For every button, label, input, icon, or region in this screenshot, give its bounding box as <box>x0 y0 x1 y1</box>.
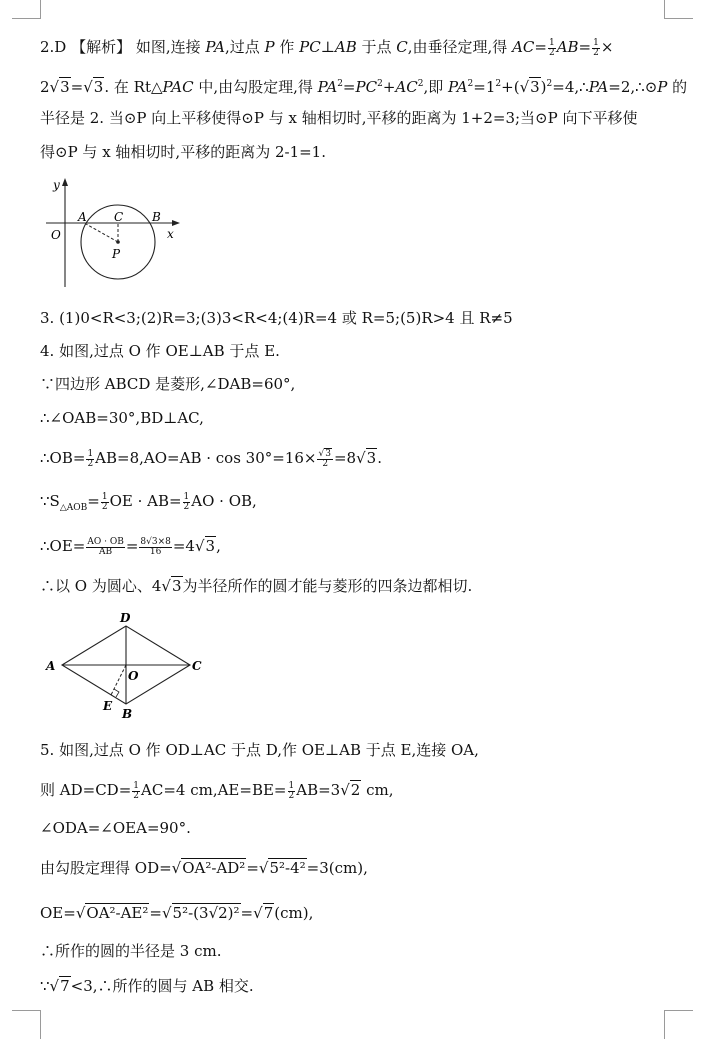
text: = <box>125 537 139 555</box>
radicand: 7 <box>60 977 70 995</box>
label-x: x <box>167 227 174 241</box>
radicand: 3 <box>171 577 182 595</box>
q4-line-1: 4. 如图,过点 O 作 OE⊥AB 于点 E. <box>40 342 280 360</box>
label: AB <box>556 38 579 56</box>
fraction-ao-ob-over-ab <box>86 538 124 557</box>
sqrt: √2 <box>340 781 361 799</box>
sqrt: √3 <box>194 537 216 555</box>
radicand: OA²-AD² <box>182 859 246 877</box>
text: 为半径所作的圆才能与菱形的四条边都相切. <box>182 577 473 595</box>
q4-line-5 <box>40 491 257 518</box>
text: ∴OB= <box>40 449 86 467</box>
exponent: 2 <box>546 79 553 89</box>
text: = <box>240 904 254 922</box>
q2-line-2 <box>40 74 687 97</box>
text: (cm), <box>274 904 314 922</box>
label: PA <box>317 78 338 96</box>
text: ∵S <box>40 492 60 510</box>
sqrt: √7 <box>253 904 274 922</box>
y-axis-arrow <box>62 178 68 186</box>
text: =2,∴⊙ <box>608 78 658 96</box>
text: 作 <box>274 38 300 56</box>
q4-line-6 <box>40 536 221 557</box>
q2-text: 2.D 【解析】 如图,连接 <box>40 38 206 56</box>
label: P <box>264 38 275 56</box>
text: 于点 <box>356 38 397 56</box>
text: ⊥ <box>320 38 335 56</box>
label-y: y <box>53 178 60 192</box>
text: ∴以 O 为圆心、4 <box>40 577 162 595</box>
fraction-half <box>548 39 556 58</box>
text: AC=4 cm,AE=BE= <box>141 781 287 799</box>
denominator: 2 <box>101 501 108 512</box>
sqrt: √3 <box>519 78 540 96</box>
sqrt: √3 <box>161 577 182 595</box>
fraction-half <box>288 782 296 801</box>
radicand: 3 <box>366 449 377 467</box>
label: C <box>396 38 408 56</box>
label-c: C <box>114 210 124 224</box>
numerator: 1 <box>183 491 190 502</box>
text: cm, <box>361 781 394 799</box>
q2-line-1 <box>40 37 613 58</box>
figure-circle-axes <box>38 175 188 293</box>
exponent: 2 <box>337 79 343 89</box>
crop-mark-top-right <box>664 0 693 19</box>
sqrt: √3 <box>83 78 104 96</box>
label: PA <box>205 38 225 56</box>
text: OE · AB= <box>109 492 182 510</box>
numerator: 1 <box>288 780 295 791</box>
point-p <box>116 240 120 244</box>
text: = <box>534 38 547 56</box>
text: ) <box>540 78 547 96</box>
sqrt: √5²-4² <box>258 859 306 877</box>
q5-line-5 <box>40 903 313 923</box>
q5-line-6: ∴所作的圆的半径是 3 cm. <box>40 942 222 960</box>
text: =1 <box>473 78 496 96</box>
label-o: O <box>128 669 139 683</box>
text: = <box>246 859 259 877</box>
label-d: D <box>120 611 131 625</box>
label-a: A <box>46 659 56 673</box>
text: , <box>216 537 221 555</box>
label-p: P <box>112 247 121 261</box>
q4-line-3: ∴∠OAB=30°,BD⊥AC, <box>40 409 204 427</box>
radicand: 7 <box>263 904 274 922</box>
crop-mark-bottom-right <box>664 1010 693 1039</box>
label-o: O <box>51 228 61 242</box>
text: 2 <box>40 78 50 96</box>
radicand: 3 <box>205 537 216 555</box>
text: ∵ <box>40 977 50 995</box>
text: = <box>342 78 356 96</box>
denominator: 2 <box>183 501 190 512</box>
segment-pa <box>86 224 118 242</box>
text: = <box>70 78 84 96</box>
text: AB=3 <box>296 781 341 799</box>
text: 中,由勾股定理,得 <box>193 78 318 96</box>
q5-line-2 <box>40 780 393 801</box>
text: ∴OE= <box>40 537 86 555</box>
sqrt: √3 <box>49 78 70 96</box>
numerator: AO · OB <box>87 536 124 547</box>
text: 则 AD=CD= <box>40 781 132 799</box>
label-a: A <box>78 210 87 224</box>
radicand: 3 <box>93 78 104 96</box>
text: +( <box>501 78 520 96</box>
text: = <box>149 904 162 922</box>
fraction-half <box>592 39 600 58</box>
sqrt: √OA²-AD² <box>171 859 246 877</box>
q5-line-3: ∠ODA=∠OEA=90°. <box>40 819 191 837</box>
numerator <box>317 450 332 460</box>
denominator: 2 <box>133 790 140 801</box>
denominator: 2 <box>548 47 555 58</box>
radicand: 5²-4² <box>269 859 306 877</box>
text: =3(cm), <box>306 859 368 877</box>
fraction-values <box>139 538 171 557</box>
denominator: 2 <box>322 458 329 469</box>
text: × <box>600 38 614 56</box>
text: ,即 <box>423 78 448 96</box>
text: AB=8,AO=AB · cos 30°=16× <box>95 449 317 467</box>
label: P <box>657 78 668 96</box>
radicand: 3 <box>325 448 331 459</box>
text: AO · OB, <box>191 492 257 510</box>
text: OE= <box>40 904 76 922</box>
denominator: 2 <box>288 790 295 801</box>
crop-mark-bottom-left <box>12 1010 41 1039</box>
exponent: 2 <box>417 79 424 89</box>
text: <3,∴所作的圆与 AB 相交. <box>70 977 254 995</box>
text: ,由垂径定理,得 <box>407 38 513 56</box>
radicand: 2 <box>350 781 361 799</box>
label: PA <box>447 78 468 96</box>
numerator: 1 <box>87 448 94 459</box>
text: =4,∴ <box>552 78 589 96</box>
exponent: 2 <box>467 79 474 89</box>
right-angle-mark <box>114 689 119 697</box>
text: = <box>578 38 592 56</box>
sqrt: √5²-(3√2)² <box>161 904 240 922</box>
radicand: 3 <box>530 78 540 96</box>
sqrt: √3 <box>318 448 331 459</box>
x-axis-arrow <box>172 220 180 226</box>
q2-line-3: 半径是 2. 当⊙P 向上平移使得⊙P 与 x 轴相切时,平移的距离为 1+2=3;当⊙P 向下平移使 <box>40 109 638 127</box>
text: 的 <box>667 78 688 96</box>
fraction-sqrt3-over-2 <box>317 450 332 469</box>
label: AB <box>334 38 357 56</box>
figure-rhombus <box>40 608 210 726</box>
q3-line: 3. (1)0<R<3;(2)R=3;(3)3<R<4;(4)R=4 或 R=5;(5)R>4 且 R≠5 <box>40 309 513 327</box>
fraction-half <box>132 782 140 801</box>
fraction-half <box>101 493 109 512</box>
numerator: 1 <box>548 37 555 48</box>
text: ,过点 <box>224 38 265 56</box>
sqrt: √3 <box>356 449 377 467</box>
numerator: 1 <box>101 491 108 502</box>
sqrt: √7 <box>49 977 70 995</box>
denominator: 2 <box>593 47 599 58</box>
label: AC <box>512 38 535 56</box>
label: PA <box>588 78 609 96</box>
fraction-half <box>183 493 191 512</box>
q4-line-4 <box>40 448 382 469</box>
denominator: 2 <box>87 458 94 469</box>
q4-line-7 <box>40 576 472 596</box>
segment-oe <box>111 665 126 695</box>
numerator: 8√3×8 <box>140 536 171 547</box>
q5-line-4 <box>40 858 368 878</box>
radicand: 5²-(3√2)² <box>172 904 240 922</box>
q4-line-2: ∵四边形 ABCD 是菱形,∠DAB=60°, <box>40 375 296 393</box>
text: =4 <box>172 537 195 555</box>
q2-line-4: 得⊙P 与 x 轴相切时,平移的距离为 2-1=1. <box>40 143 326 161</box>
radicand: 3 <box>60 78 70 96</box>
crop-mark-top-left <box>12 0 41 19</box>
exponent: 2 <box>495 79 502 89</box>
denominator: AB <box>99 546 113 557</box>
denominator: 16 <box>149 546 162 557</box>
label: PC <box>299 38 321 56</box>
label: PC <box>355 78 378 96</box>
numerator: 1 <box>133 780 140 791</box>
numerator: 1 <box>593 37 599 48</box>
text: + <box>382 78 396 96</box>
text: . <box>377 449 382 467</box>
radicand: OA²-AE² <box>86 904 149 922</box>
label-b: B <box>152 210 161 224</box>
label-e: E <box>103 699 113 713</box>
label: AC <box>395 78 418 96</box>
subscript: △AOB <box>59 503 88 513</box>
exponent: 2 <box>377 79 383 89</box>
label-b: B <box>122 707 133 721</box>
text: . 在 Rt△ <box>104 78 163 96</box>
text: 由勾股定理得 OD= <box>40 859 172 877</box>
text: =8 <box>333 449 357 467</box>
q5-line-7 <box>40 976 254 996</box>
text: = <box>87 492 100 510</box>
sqrt: √OA²-AE² <box>75 904 149 922</box>
label-c: C <box>192 659 202 673</box>
label: PAC <box>162 78 194 96</box>
q5-line-1: 5. 如图,过点 O 作 OD⊥AC 于点 D,作 OE⊥AB 于点 E,连接 OA, <box>40 741 479 759</box>
fraction-half <box>86 450 94 469</box>
